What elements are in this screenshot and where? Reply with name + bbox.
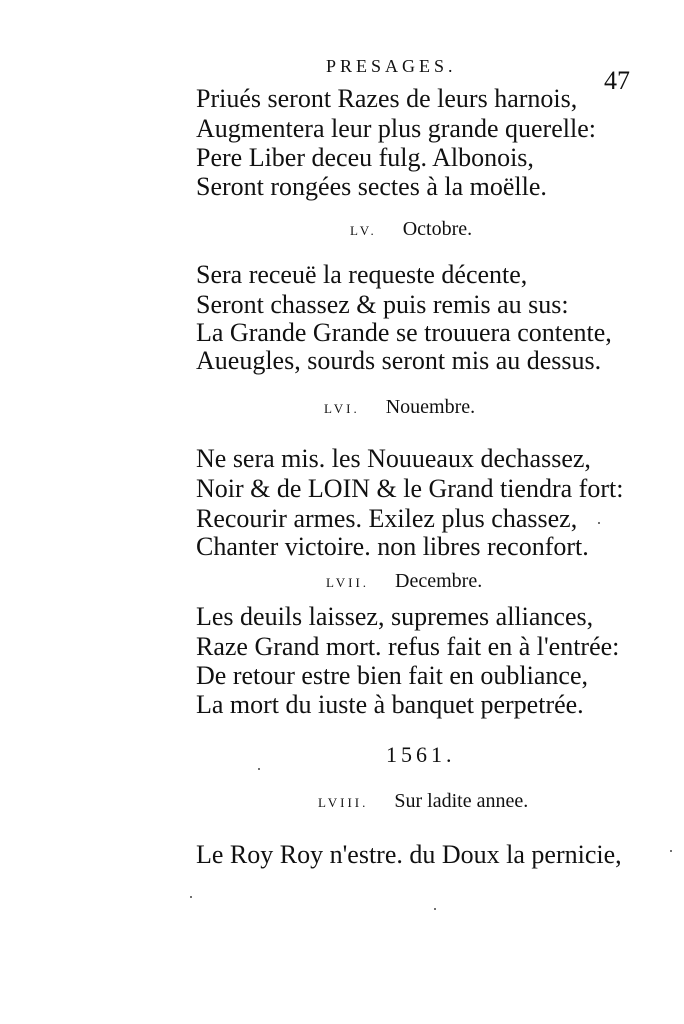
stanza-header-lviii bbox=[318, 790, 528, 813]
stanza-header-lvi bbox=[324, 396, 475, 419]
stanza-number: LV. bbox=[350, 223, 377, 238]
verse-line: La mort du iuste à banquet perpetrée. bbox=[196, 690, 584, 719]
verse-line: Ne sera mis. les Nouueaux dechassez, bbox=[196, 444, 591, 473]
verse-line: Priués seront Razes de leurs harnois, bbox=[196, 84, 578, 113]
scan-speck bbox=[190, 896, 192, 898]
stanza-header-lv bbox=[350, 218, 472, 241]
stanza-number: LVII. bbox=[326, 575, 370, 590]
verse-line: Augmentera leur plus grande querelle: bbox=[196, 114, 596, 143]
stanza-header-lvii bbox=[326, 570, 482, 593]
scan-speck bbox=[598, 522, 600, 524]
verse-line: De retour estre bien fait en oubliance, bbox=[196, 661, 588, 690]
verse-line: Les deuils laissez, supremes alliances, bbox=[196, 602, 594, 631]
running-title: PRESAGES. bbox=[326, 56, 457, 76]
stanza-title: Nouembre. bbox=[385, 396, 476, 418]
verse-line: Recourir armes. Exilez plus chassez, bbox=[196, 504, 578, 533]
stanza-title: Octobre. bbox=[402, 218, 473, 240]
verse-line: Seront rongées sectes à la moëlle. bbox=[196, 172, 547, 201]
stanza-title: Sur ladite annee. bbox=[394, 790, 529, 812]
verse-line: Sera receuë la requeste décente, bbox=[196, 260, 528, 289]
verse-line: Pere Liber deceu fulg. Albonois, bbox=[196, 143, 534, 172]
verse-line: Seront chassez & puis remis au sus: bbox=[196, 290, 569, 319]
verse-line: Noir & de LOIN & le Grand tiendra fort: bbox=[196, 474, 624, 503]
verse-line: Raze Grand mort. refus fait en à l'entrée: bbox=[196, 632, 620, 661]
stanza-number: LVIII. bbox=[318, 795, 369, 810]
year-heading: 1561. bbox=[386, 742, 456, 767]
scan-speck bbox=[258, 768, 260, 770]
scan-speck bbox=[670, 850, 672, 852]
stanza-title: Decembre. bbox=[395, 570, 483, 592]
scan-speck bbox=[434, 908, 436, 910]
verse-line: Chanter victoire. non libres reconfort. bbox=[196, 532, 589, 561]
verse-line: La Grande Grande se trouuera contente, bbox=[196, 318, 612, 347]
page-number: 47 bbox=[604, 66, 630, 95]
verse-line: Aueugles, sourds seront mis au dessus. bbox=[196, 346, 602, 375]
verse-line: Le Roy Roy n'estre. du Doux la pernicie, bbox=[196, 840, 622, 869]
stanza-number: LVI. bbox=[324, 401, 360, 416]
